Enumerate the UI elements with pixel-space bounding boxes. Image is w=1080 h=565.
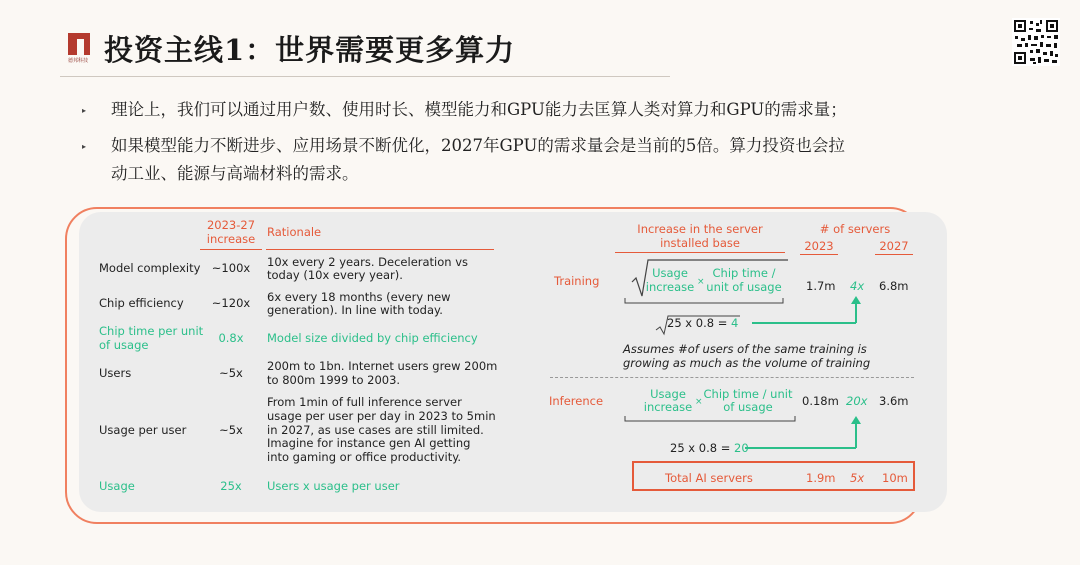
inference-usage-increase-cont: increase: [643, 400, 693, 414]
server-increase-header-rule: [615, 252, 785, 253]
training-usage-increase-cont: increase: [645, 280, 695, 294]
row-increase-usage-per-user: ~5x: [219, 423, 243, 437]
training-times-sign: ×: [697, 277, 705, 287]
section-divider: [550, 377, 914, 378]
bullet-marker: ▸: [82, 142, 87, 151]
inference-2023-value: 0.18m: [802, 394, 839, 408]
inference-usage-increase: Usage: [650, 387, 686, 401]
row-label-chip-time-cont: of usage: [99, 338, 149, 352]
increase-header-line1: 2023-27: [206, 218, 256, 232]
training-calc-connector: [620, 296, 870, 336]
row-label-usage-per-user: Usage per user: [99, 423, 187, 437]
inference-chip-time-cont: of usage: [723, 400, 773, 414]
training-2023-value: 1.7m: [806, 279, 836, 293]
inference-calc-formula: 25 x 0.8 =: [670, 441, 734, 455]
row-label-chip-time: Chip time per unit: [99, 324, 204, 338]
inference-chip-time: Chip time / unit: [703, 387, 793, 401]
qr-code-icon: [1012, 18, 1060, 66]
row-rationale-line: 10x every 2 years. Deceleration vs: [267, 255, 469, 269]
row-rationale-line: generation). In line with today.: [267, 303, 443, 317]
training-label: Training: [554, 274, 600, 288]
brand-logo-mark: [68, 33, 90, 55]
brand-logo-text: 德邦科技: [68, 58, 89, 64]
row-increase-chip-time: 0.8x: [218, 331, 244, 345]
row-rationale-line: 200m to 1bn. Internet users grew 200m: [267, 359, 498, 373]
server-increase-header-line1: Increase in the server: [637, 222, 763, 236]
rationale-header: Rationale: [267, 225, 322, 239]
row-label-chip-efficiency: Chip efficiency: [99, 296, 184, 310]
training-chip-time: Chip time /: [712, 266, 776, 280]
inference-2027-value: 3.6m: [879, 394, 909, 408]
inference-calc-expression: [670, 441, 749, 455]
inference-times-sign: ×: [695, 397, 703, 407]
row-rationale-line: into gaming or office productivity.: [267, 450, 462, 464]
total-2023-value: 1.9m: [806, 471, 836, 485]
inference-label: Inference: [549, 394, 604, 408]
year-2027-rule: [875, 254, 913, 255]
row-label-usage: Usage: [99, 479, 135, 493]
bullet-marker: ▸: [82, 106, 87, 115]
year-2023-rule: [800, 254, 838, 255]
row-rationale-line: Imagine for instance gen AI getting: [267, 436, 471, 450]
row-label-users: Users: [99, 366, 132, 380]
bullet-text-2: 如果模型能力不断进步、应用场景不断优化，2027年GPU的需求量会是当前的5倍。算力投资也会拉: [111, 136, 845, 155]
training-calc-result: 4: [731, 316, 739, 330]
inference-multiplier: 20x: [846, 394, 868, 408]
training-assumption-line1: Assumes #of users of the same training is: [623, 342, 867, 356]
bullet-text-1: 理论上，我们可以通过用户数、使用时长、模型能力和GPU能力去匡算人类对算力和GPU的需求量；: [111, 100, 847, 119]
bullet-text-2-cont: 动工业、能源与高端材料的需求。: [111, 164, 359, 183]
row-rationale-line: in 2027, as use cases are still limited.: [267, 423, 484, 437]
row-increase-model-complexity: ~100x: [211, 261, 251, 275]
title-divider: [60, 76, 670, 77]
total-multiplier: 5x: [850, 471, 865, 485]
total-ai-servers-label: Total AI servers: [665, 471, 753, 485]
training-calc-expression: [667, 316, 738, 330]
training-assumption-line2: growing as much as the volume of training: [623, 356, 871, 370]
inference-calc-result: 20: [734, 441, 749, 455]
page-title: 投资主线1：世界需要更多算力: [104, 33, 516, 67]
year-2027-header: 2027: [879, 239, 909, 253]
row-rationale-line: Model size divided by chip efficiency: [267, 331, 478, 345]
training-multiplier: 4x: [850, 279, 865, 293]
training-2027-value: 6.8m: [879, 279, 909, 293]
training-chip-time-cont: unit of usage: [706, 280, 782, 294]
row-rationale-line: usage per user per day in 2023 to 5min: [267, 409, 496, 423]
rationale-header-rule: [266, 249, 494, 250]
row-label-model-complexity: Model complexity: [99, 261, 201, 275]
row-rationale-line: 6x every 18 months (every new: [267, 290, 451, 304]
training-usage-increase: Usage: [652, 266, 688, 280]
year-2023-header: 2023: [804, 239, 834, 253]
row-increase-users: ~5x: [219, 366, 243, 380]
training-calc-formula: 25 x 0.8 =: [667, 316, 731, 330]
increase-header-line2: increase: [206, 232, 256, 246]
row-rationale-line: to 800m 1999 to 2003.: [267, 373, 401, 387]
row-increase-chip-efficiency: ~120x: [211, 296, 251, 310]
server-increase-header-line2: installed base: [660, 236, 740, 250]
brand-logo: [68, 33, 92, 63]
servers-count-header: # of servers: [819, 222, 891, 236]
row-rationale-line: today (10x every year).: [267, 268, 403, 282]
total-2027-value: 10m: [882, 471, 908, 485]
row-rationale-line: Users x usage per user: [267, 479, 400, 493]
row-rationale-line: From 1min of full inference server: [267, 395, 462, 409]
row-increase-usage: 25x: [220, 479, 242, 493]
increase-header-rule: [200, 249, 262, 250]
